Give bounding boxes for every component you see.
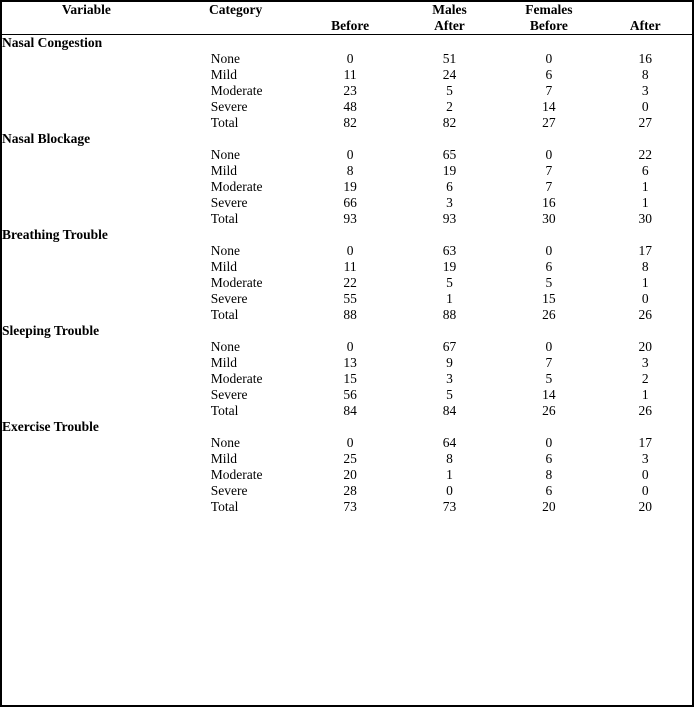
row-variable-blank <box>2 483 171 499</box>
row-females-before: 7 <box>545 179 553 194</box>
row-variable-blank <box>2 259 171 275</box>
row-males-before: 66 <box>343 195 357 210</box>
row-category: Severe <box>210 483 248 498</box>
row-variable-blank <box>2 115 171 131</box>
table-row <box>2 163 692 179</box>
row-males-after: 8 <box>446 451 453 466</box>
row-females-after: 2 <box>641 371 649 386</box>
group-label: Nasal Blockage <box>2 131 91 146</box>
row-category: Moderate <box>210 275 263 290</box>
table-group-row <box>2 323 692 339</box>
row-males-after: 1 <box>446 291 453 306</box>
row-variable-blank <box>2 99 171 115</box>
table-row <box>2 147 692 163</box>
row-variable-blank <box>2 371 171 387</box>
row-males-after: 2 <box>446 99 453 114</box>
table-header-row-secondary <box>2 18 692 34</box>
row-males-before: 84 <box>343 403 357 418</box>
row-variable-blank <box>2 291 171 307</box>
header-category-sub <box>171 18 301 34</box>
row-males-before: 11 <box>343 259 357 274</box>
row-males-after: 6 <box>446 179 453 194</box>
row-females-after: 26 <box>638 403 653 418</box>
table-group-row <box>2 419 692 435</box>
row-males-after: 3 <box>446 195 453 210</box>
table-group-row <box>2 131 692 147</box>
header-females-before: Before <box>529 18 568 33</box>
row-variable-blank <box>2 51 171 67</box>
symptom-severity-table <box>2 2 692 515</box>
group-label: Exercise Trouble <box>2 419 99 434</box>
row-variable-blank <box>2 67 171 83</box>
table-row <box>2 211 692 227</box>
row-category: None <box>210 51 241 66</box>
row-females-after: 3 <box>641 83 649 98</box>
row-variable-blank <box>2 339 171 355</box>
row-males-before: 23 <box>343 83 357 98</box>
row-males-before: 22 <box>343 275 357 290</box>
row-category: Total <box>210 499 239 514</box>
table-row <box>2 387 692 403</box>
row-variable-blank <box>2 307 171 323</box>
row-males-after: 1 <box>446 467 453 482</box>
row-females-after: 20 <box>638 339 653 354</box>
row-females-after: 3 <box>641 355 649 370</box>
row-variable-blank <box>2 83 171 99</box>
row-males-after: 73 <box>442 499 457 514</box>
header-variable-sub <box>2 18 171 34</box>
row-females-before: 6 <box>545 483 553 498</box>
row-females-before: 7 <box>545 355 553 370</box>
row-males-after: 82 <box>442 115 457 130</box>
table-header-row-primary <box>2 2 692 18</box>
row-females-before: 0 <box>545 51 553 66</box>
row-category: Severe <box>210 291 248 306</box>
row-males-before: 88 <box>343 307 357 322</box>
table-row <box>2 195 692 211</box>
row-males-before: 73 <box>343 499 357 514</box>
table-group-row <box>2 227 692 243</box>
row-females-after: 16 <box>638 51 653 66</box>
row-variable-blank <box>2 451 171 467</box>
row-females-before: 7 <box>545 163 553 178</box>
row-males-before: 28 <box>343 483 357 498</box>
row-males-before: 25 <box>343 451 357 466</box>
row-females-before: 26 <box>542 307 556 322</box>
table-row <box>2 51 692 67</box>
table-body <box>2 35 692 516</box>
row-males-after: 24 <box>442 67 457 82</box>
row-males-after: 93 <box>442 211 457 226</box>
row-variable-blank <box>2 163 171 179</box>
row-females-after: 22 <box>638 147 653 162</box>
row-males-after: 5 <box>446 83 453 98</box>
row-variable-blank <box>2 195 171 211</box>
row-category: Total <box>210 403 239 418</box>
row-males-after: 19 <box>442 259 457 274</box>
row-females-before: 6 <box>545 67 553 82</box>
row-category: Moderate <box>210 467 263 482</box>
row-males-before: 56 <box>343 387 357 402</box>
row-males-after: 65 <box>442 147 457 162</box>
table-row <box>2 307 692 323</box>
header-males: Males <box>432 2 467 17</box>
header-males-after: After <box>434 18 465 33</box>
row-females-after: 27 <box>638 115 653 130</box>
row-males-before: 0 <box>346 147 354 162</box>
row-category: Severe <box>210 195 248 210</box>
row-category: Severe <box>210 99 248 114</box>
row-variable-blank <box>2 467 171 483</box>
row-females-before: 16 <box>542 195 556 210</box>
row-females-before: 14 <box>542 387 556 402</box>
row-males-after: 9 <box>446 355 453 370</box>
table-group-row <box>2 35 692 52</box>
row-females-after: 0 <box>641 483 649 498</box>
row-males-after: 51 <box>442 51 457 66</box>
row-males-after: 84 <box>442 403 457 418</box>
row-females-before: 27 <box>542 115 556 130</box>
table-row <box>2 275 692 291</box>
row-males-after: 63 <box>442 243 457 258</box>
table-row <box>2 83 692 99</box>
row-males-before: 0 <box>346 339 354 354</box>
row-variable-blank <box>2 211 171 227</box>
row-category: Moderate <box>210 371 263 386</box>
table-row <box>2 403 692 419</box>
row-males-after: 67 <box>442 339 457 354</box>
group-label: Breathing Trouble <box>2 227 108 242</box>
row-females-before: 5 <box>545 371 553 386</box>
table-row <box>2 259 692 275</box>
row-category: Mild <box>210 259 238 274</box>
table-row <box>2 243 692 259</box>
table-row <box>2 355 692 371</box>
row-category: Total <box>210 307 239 322</box>
row-males-before: 15 <box>343 371 357 386</box>
row-category: Moderate <box>210 179 263 194</box>
row-males-before: 82 <box>343 115 357 130</box>
row-category: Total <box>210 115 239 130</box>
row-females-after: 0 <box>641 467 649 482</box>
row-males-after: 88 <box>442 307 457 322</box>
row-variable-blank <box>2 499 171 515</box>
row-variable-blank <box>2 179 171 195</box>
table-row <box>2 435 692 451</box>
row-females-before: 14 <box>542 99 556 114</box>
row-males-before: 48 <box>343 99 357 114</box>
header-females-spacer <box>599 2 692 18</box>
row-category: None <box>210 339 241 354</box>
header-variable: Variable <box>61 2 111 17</box>
table-row <box>2 483 692 499</box>
row-females-after: 30 <box>638 211 653 226</box>
row-variable-blank <box>2 435 171 451</box>
table-row <box>2 451 692 467</box>
row-males-before: 8 <box>346 163 354 178</box>
header-females: Females <box>525 2 573 17</box>
table-row <box>2 499 692 515</box>
row-category: Mild <box>210 163 238 178</box>
header-males-before: Before <box>331 18 370 33</box>
row-males-before: 55 <box>343 291 357 306</box>
row-males-before: 0 <box>346 435 354 450</box>
row-females-after: 17 <box>638 243 653 258</box>
row-category: Mild <box>210 355 238 370</box>
row-category: None <box>210 243 241 258</box>
table-row <box>2 467 692 483</box>
table-row <box>2 99 692 115</box>
row-category: Severe <box>210 387 248 402</box>
row-females-after: 3 <box>641 451 649 466</box>
row-variable-blank <box>2 275 171 291</box>
header-males-spacer <box>300 2 399 18</box>
row-females-after: 8 <box>641 67 649 82</box>
row-category: Mild <box>210 67 238 82</box>
table-row <box>2 115 692 131</box>
row-variable-blank <box>2 403 171 419</box>
row-variable-blank <box>2 387 171 403</box>
row-females-after: 1 <box>641 275 649 290</box>
row-females-after: 1 <box>641 387 649 402</box>
row-males-before: 93 <box>343 211 357 226</box>
row-females-before: 0 <box>545 147 553 162</box>
row-females-before: 0 <box>545 243 553 258</box>
row-variable-blank <box>2 243 171 259</box>
row-females-before: 0 <box>545 339 553 354</box>
row-females-before: 6 <box>545 451 553 466</box>
header-females-after: After <box>629 18 661 33</box>
row-females-before: 15 <box>542 291 556 306</box>
group-label: Nasal Congestion <box>2 35 103 50</box>
table-row <box>2 339 692 355</box>
table-row <box>2 67 692 83</box>
row-category: None <box>210 147 241 162</box>
row-females-before: 26 <box>542 403 556 418</box>
row-females-after: 8 <box>641 259 649 274</box>
row-males-before: 0 <box>346 51 354 66</box>
row-category: Mild <box>210 451 238 466</box>
row-males-before: 0 <box>346 243 354 258</box>
table-row <box>2 291 692 307</box>
row-females-after: 6 <box>641 163 649 178</box>
row-females-before: 20 <box>542 499 556 514</box>
row-females-before: 5 <box>545 275 553 290</box>
row-females-after: 17 <box>638 435 653 450</box>
row-category: Moderate <box>210 83 263 98</box>
row-variable-blank <box>2 355 171 371</box>
row-females-before: 6 <box>545 259 553 274</box>
table-row <box>2 371 692 387</box>
row-females-after: 1 <box>641 179 649 194</box>
row-females-before: 8 <box>545 467 553 482</box>
row-females-before: 0 <box>545 435 553 450</box>
group-label: Sleeping Trouble <box>2 323 100 338</box>
header-category: Category <box>208 2 263 17</box>
row-females-after: 0 <box>641 291 649 306</box>
row-males-before: 13 <box>343 355 357 370</box>
row-females-after: 26 <box>638 307 653 322</box>
row-females-after: 0 <box>641 99 649 114</box>
row-males-after: 5 <box>446 387 453 402</box>
table-row <box>2 179 692 195</box>
row-females-after: 20 <box>638 499 653 514</box>
row-males-after: 64 <box>442 435 457 450</box>
row-females-before: 30 <box>542 211 556 226</box>
row-males-after: 3 <box>446 371 453 386</box>
row-category: None <box>210 435 241 450</box>
row-males-before: 11 <box>343 67 357 82</box>
row-males-after: 5 <box>446 275 453 290</box>
row-males-before: 20 <box>343 467 357 482</box>
row-category: Total <box>210 211 239 226</box>
row-females-before: 7 <box>545 83 553 98</box>
row-males-before: 19 <box>343 179 357 194</box>
row-males-after: 19 <box>442 163 457 178</box>
row-variable-blank <box>2 147 171 163</box>
row-males-after: 0 <box>446 483 453 498</box>
row-females-after: 1 <box>641 195 649 210</box>
